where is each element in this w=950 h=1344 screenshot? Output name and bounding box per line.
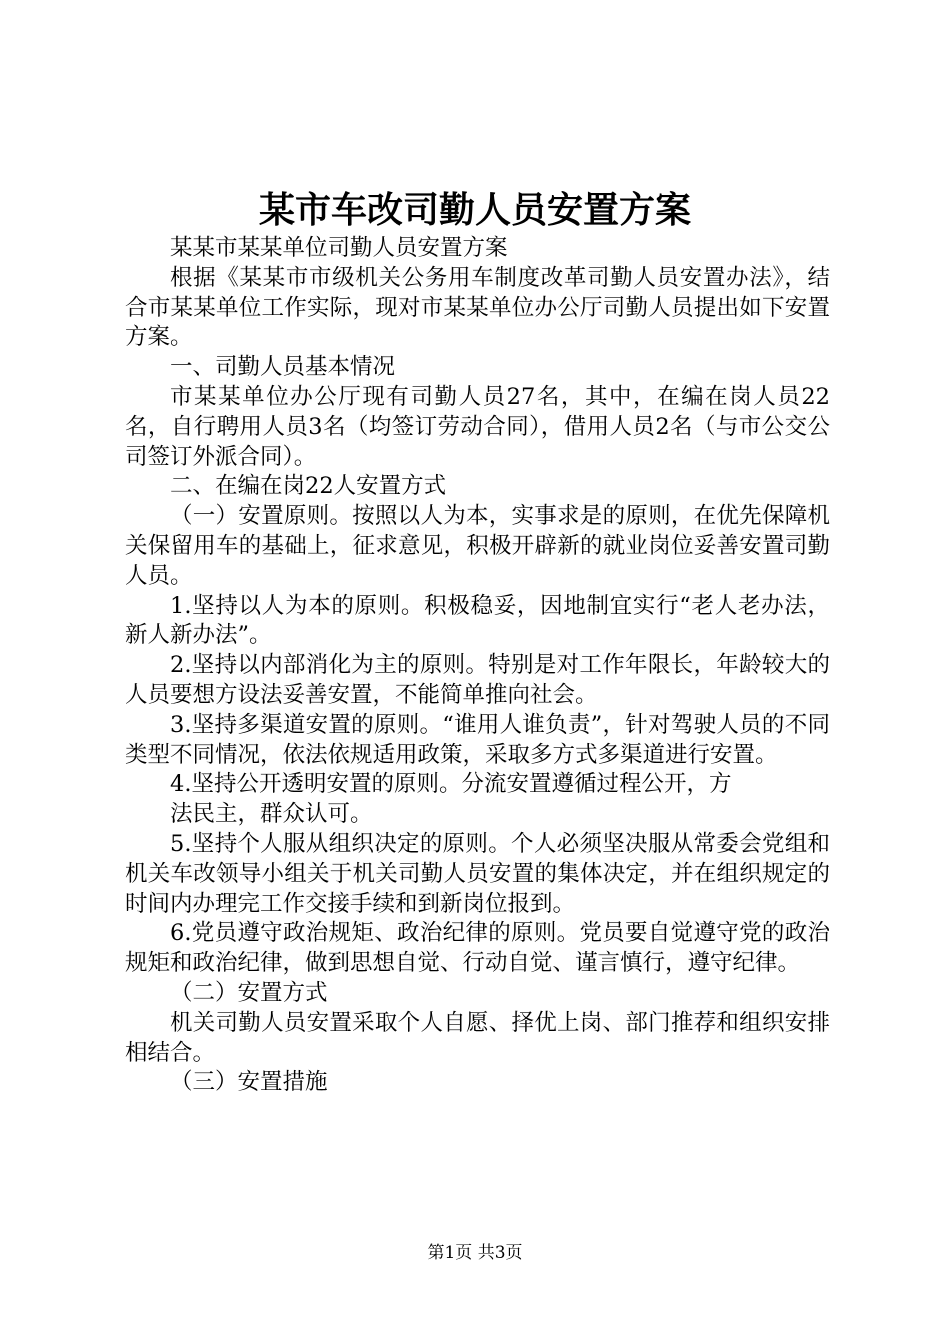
paragraph-basic-situation: 市某某单位办公厅现有司勤人员27名，其中，在编在岗人员22名，自行聘用人员3名（均签订劳动合同），借用人员2名（与市公交公司签订外派合同）。 — [125, 383, 830, 470]
paragraph-subtitle: 某某市某某单位司勤人员安置方案 — [170, 235, 508, 261]
list-item-5: 5.坚持个人服从组织决定的原则。个人必须坚决服从常委会党组和机关车改领导小组关于机关司勤人员安置的集体决定，并在组织规定的时间内办理完工作交接手续和到新岗位报到。 — [125, 830, 830, 917]
document-title: 某市车改司勤人员安置方案 — [258, 189, 691, 231]
subsection-heading-2: （二）安置方式 — [170, 979, 328, 1006]
section-heading-2: 二、在编在岗22人安置方式 — [170, 473, 447, 500]
document-body — [125, 234, 830, 1098]
list-item-4: 4.坚持公开透明安置的原则。分流安置遵循过程公开，方 — [170, 771, 732, 798]
paragraph-intro: 根据《某某市市级机关公务用车制度改革司勤人员安置办法》，结合市某某单位工作实际，现对市某某单位办公厅司勤人员提出如下安置方案。 — [125, 264, 830, 351]
list-item-6: 6.党员遵守政治规矩、政治纪律的原则。党员要自觉遵守党的政治规矩和政治纪律，做到思想自觉、行动自觉、谨言慎行，遵守纪律。 — [125, 920, 830, 977]
paragraph-principles: （一）安置原则。按照以人为本，实事求是的原则，在优先保障机关保留用车的基础上，征求意见，积极开辟新的就业岗位妥善安置司勤人员。 — [125, 503, 830, 589]
list-item-2: 2.坚持以内部消化为主的原则。特别是对工作年限长，年龄较大的人员要想方设法妥善安置，不能简单推向社会。 — [125, 652, 830, 708]
list-item-4-continued: 法民主，群众认可。 — [170, 801, 373, 828]
list-item-3: 3.坚持多渠道安置的原则。“谁用人谁负责”，针对驾驶人员的不同类型不同情况，依法依规适用政策，采取多方式多渠道进行安置。 — [125, 711, 830, 768]
section-heading-1: 一、司勤人员基本情况 — [170, 354, 396, 381]
subsection-heading-3: （三）安置措施 — [170, 1069, 328, 1096]
list-item-1: 1.坚持以人为本的原则。积极稳妥，因地制宜实行“老人老办法，新人新办法”。 — [125, 592, 830, 649]
paragraph-methods: 机关司勤人员安置采取个人自愿、择优上岗、部门推荐和组织安排相结合。 — [125, 1009, 830, 1066]
page-footer: 第1页 共3页 — [427, 1243, 523, 1263]
